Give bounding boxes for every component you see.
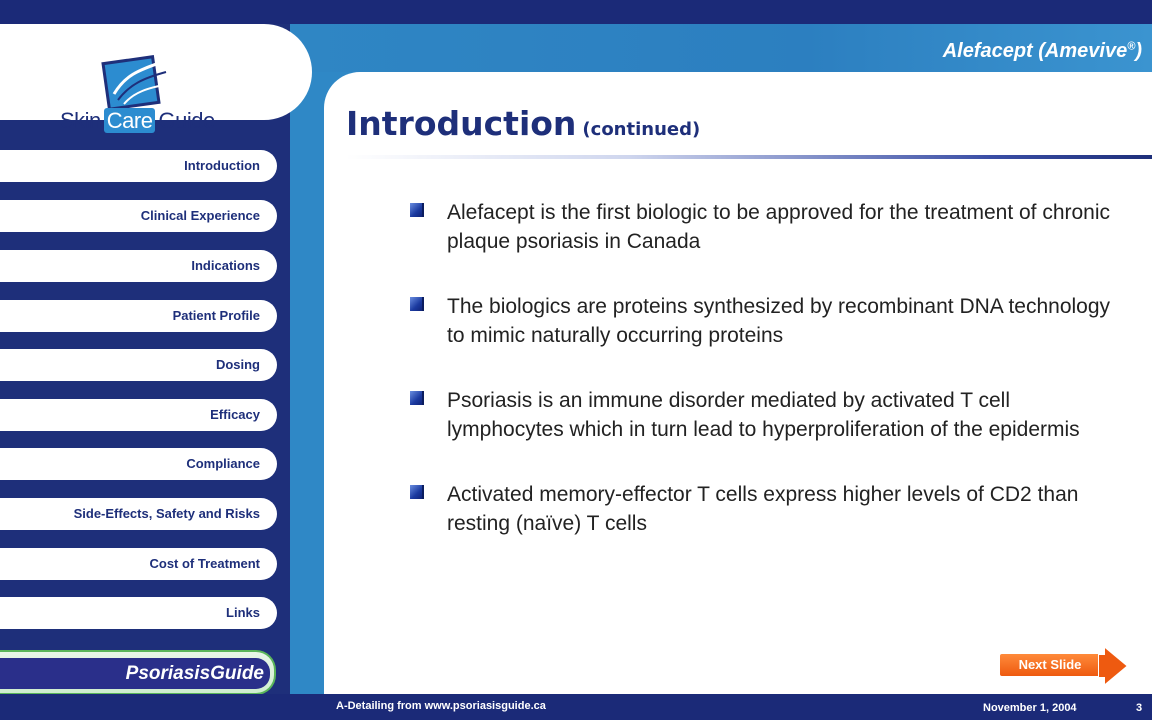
nav-item-dosing[interactable]: Dosing xyxy=(0,349,277,381)
nav-item-introduction[interactable]: Introduction xyxy=(0,150,277,182)
product-title: Alefacept (Amevive®) xyxy=(942,40,1142,62)
bullet-text: Alefacept is the first biologic to be approved for the treatment of chronic plaque psoriasis in Canada xyxy=(447,201,1111,253)
bullet-square-icon xyxy=(410,203,424,217)
page-title xyxy=(346,104,700,143)
bullet-text: The biologics are proteins synthesized by recombinant DNA technology to mimic naturally occurring proteins xyxy=(447,295,1111,347)
list-item xyxy=(410,198,1130,256)
nav-item-clinical-experience[interactable]: Clinical Experience xyxy=(0,200,277,232)
bullet-list xyxy=(410,198,1130,574)
list-item xyxy=(410,480,1130,538)
top-band xyxy=(0,0,1152,24)
brand-tab[interactable] xyxy=(0,650,276,695)
arrow-right-icon xyxy=(1098,646,1130,686)
footer-bar xyxy=(0,694,1152,720)
bullet-square-icon xyxy=(410,391,424,405)
bullet-text: Activated memory-effector T cells express higher levels of CD2 than resting (naïve) T cells xyxy=(447,483,1079,535)
nav-item-compliance[interactable]: Compliance xyxy=(0,448,277,480)
bullet-square-icon xyxy=(410,297,424,311)
page-title-sub: (continued) xyxy=(582,119,701,140)
logo-card[interactable] xyxy=(0,24,312,133)
list-item xyxy=(410,292,1130,350)
bullet-square-icon xyxy=(410,485,424,499)
nav-item-patient-profile[interactable]: Patient Profile xyxy=(0,300,277,332)
title-rule xyxy=(346,155,1152,159)
next-slide-button[interactable] xyxy=(998,646,1130,686)
next-slide-label: Next Slide xyxy=(998,652,1102,678)
page-title-main: Introduction xyxy=(346,104,577,143)
nav-item-cost-of-treatment[interactable]: Cost of Treatment xyxy=(0,548,277,580)
logo-wordmark: Skin Care Guide xyxy=(60,108,215,133)
page-number: 3 xyxy=(1136,702,1143,714)
list-item xyxy=(410,386,1130,444)
footer-date: November 1, 2004 xyxy=(983,702,1077,714)
nav-item-efficacy[interactable]: Efficacy xyxy=(0,399,277,431)
footer-source: A-Detailing from www.psoriasisguide.ca xyxy=(336,700,546,712)
bullet-text: Psoriasis is an immune disorder mediated by activated T cell lymphocytes which in turn lead to hyperproliferation of the epidermis xyxy=(447,389,1080,441)
nav-item-indications[interactable]: Indications xyxy=(0,250,277,282)
nav-item-side-effects[interactable]: Side-Effects, Safety and Risks xyxy=(0,498,277,530)
nav-item-links[interactable]: Links xyxy=(0,597,277,629)
brand-tab-label: PsoriasisGuide xyxy=(0,658,270,689)
